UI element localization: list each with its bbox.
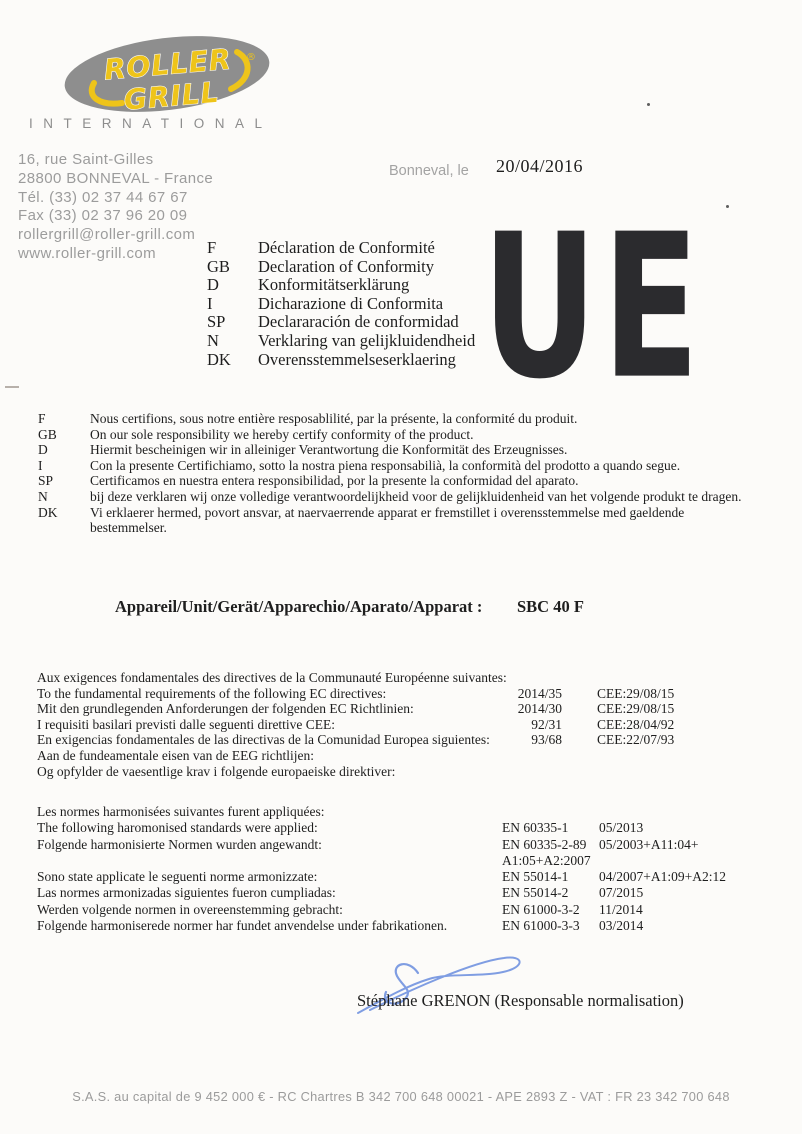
registered-mark-icon: ® — [246, 52, 256, 63]
product-line — [115, 597, 584, 617]
language-code: D — [38, 442, 48, 458]
directive-number: 93/68 — [531, 732, 562, 748]
standard-code: EN 60335-2-89 — [502, 836, 587, 852]
statement-text: Hiermit bescheinigen wir in alleiniger Verantwortung die Konformität des Erzeugnisses. — [90, 442, 568, 458]
standard-version: 07/2015 — [599, 885, 644, 901]
declaration-title: Declaration of Conformity — [258, 256, 434, 276]
standard-row — [37, 820, 726, 836]
standard-row — [37, 804, 726, 820]
standard-row — [37, 918, 726, 934]
declaration-title-row — [207, 295, 475, 314]
standard-row — [37, 869, 726, 885]
standard-row — [37, 837, 726, 853]
directive-number: 2014/30 — [517, 701, 562, 717]
statement-row — [38, 458, 750, 474]
language-code: SP — [38, 473, 54, 489]
logo-text-roller: ROLLER — [102, 42, 233, 87]
logo-ellipse-graphic — [58, 33, 278, 123]
declaration-title: Déclaration de Conformité — [258, 238, 435, 257]
scan-speck — [647, 103, 650, 106]
directive-text: To the fundamental requirements of the following EC directives: — [37, 685, 387, 701]
language-code: GB — [38, 426, 57, 442]
declaration-title: Konformitätserklärung — [258, 275, 410, 295]
statement-row — [38, 442, 750, 458]
statement-row — [38, 489, 750, 505]
statement-row — [38, 505, 750, 536]
directive-number — [502, 764, 562, 780]
roller-grill-logo — [58, 33, 278, 123]
language-code: F — [38, 411, 46, 426]
declaration-title: Declararación de conformidad — [258, 312, 459, 332]
statement-text: On our sole responsibility we hereby certify conformity of the product. — [90, 426, 474, 442]
directive-text: Aux exigences fondamentales des directives de la Communauté Européenne suivantes: — [37, 670, 507, 685]
directive-row — [37, 717, 674, 733]
standard-row — [37, 885, 726, 901]
declaration-title: Dicharazione di Conformita — [258, 293, 444, 313]
standards-section — [37, 804, 726, 934]
directive-cee-date: CEE:28/04/92 — [597, 716, 675, 732]
declaration-title-row — [207, 313, 475, 332]
standard-version: 03/2014 — [599, 918, 644, 934]
directive-row — [37, 701, 674, 717]
language-code: DK — [38, 504, 58, 520]
document-date: 20/04/2016 — [496, 156, 584, 176]
address-line-website: www.roller-grill.com — [18, 244, 157, 262]
standard-version: 04/2007+A1:09+A2:12 — [599, 869, 726, 885]
standard-code: EN 61000-3-3 — [502, 918, 580, 934]
standard-text: Folgende harmonisierte Normen wurden angewandt: — [37, 836, 322, 852]
product-label: Appareil/Unit/Gerät/Apparechio/Aparato/Apparat : — [115, 597, 483, 616]
address-line: 28800 BONNEVAL - France — [18, 169, 214, 187]
standard-row-continuation — [37, 853, 726, 869]
declaration-title: Verklaring van gelijkluidendheid — [258, 330, 476, 350]
statement-row — [38, 427, 750, 443]
directive-cee-date: CEE:29/08/15 — [597, 685, 675, 701]
language-code: D — [207, 275, 219, 295]
directive-cee-date: CEE:22/07/93 — [597, 732, 675, 748]
directives-section — [37, 670, 674, 779]
declaration-title-row — [207, 239, 475, 258]
standard-code: EN 55014-1 — [502, 869, 569, 885]
standard-text: The following haromonised standards were applied: — [37, 820, 318, 836]
standard-text — [37, 853, 502, 869]
statement-text: Con la presente Certifichiamo, sotto la nostra piena responsabilià, la conformità del prodotto a quando segue. — [90, 457, 681, 473]
statement-text: Vi erklaerer hermed, povort ansvar, at naervaerrende apparat er fremstillet i overensstemmelse med gaeldende bestemmelser. — [90, 504, 685, 536]
standard-version: 05/2013 — [599, 820, 644, 836]
directive-text: Og opfylder de vaesentlige krav i folgende europaeiske direktiver: — [37, 763, 396, 779]
standard-text: Werden volgende normen in overeenstemming gebracht: — [37, 901, 343, 917]
directive-number: 2014/35 — [517, 685, 562, 701]
declaration-title-row — [207, 332, 475, 351]
directive-number — [502, 748, 562, 764]
standard-version: 11/2014 — [599, 901, 643, 917]
directive-text: I requisiti basilari previsti dalle seguenti direttive CEE: — [37, 716, 336, 732]
declaration-title-row — [207, 276, 475, 295]
standard-text: Les normes harmonisées suivantes furent appliquées: — [37, 804, 325, 819]
legal-footer: S.A.S. au capital de 9 452 000 € - RC Chartres B 342 700 648 00021 - APE 2893 Z - VAT : FR 23 342 700 648 — [72, 1089, 730, 1104]
scan-speck — [726, 205, 729, 208]
standard-text: Sono state applicate le seguenti norme armonizzate: — [37, 869, 318, 885]
standard-code: EN 61000-3-2 — [502, 901, 580, 917]
directive-text: Aan de fundeamentale eisen van de EEG richtlijen: — [37, 747, 315, 763]
logo-subtitle: INTERNATIONAL — [29, 116, 273, 131]
language-code: SP — [207, 312, 226, 332]
declaration-title-row — [207, 351, 475, 370]
standard-code — [502, 804, 599, 820]
statement-text: bij deze verklaren wij onze volledige verantwoordelijkheid voor de gelijkluidenheid van het volgende produkt te dragen. — [90, 488, 742, 504]
directive-row — [37, 670, 674, 686]
statement-row — [38, 411, 750, 427]
language-code: N — [38, 488, 48, 504]
statement-text: Nous certifions, sous notre entière resposablilité, par la présente, la conformité du produit. — [90, 411, 578, 426]
eu-mark: UE — [482, 192, 705, 424]
directive-cee-date: CEE:29/08/15 — [597, 701, 675, 717]
declaration-titles-list — [207, 239, 475, 369]
standard-code: A1:05+A2:2007 — [502, 852, 591, 868]
statement-row — [38, 473, 750, 489]
certification-statements — [38, 411, 750, 536]
place-and-date-label: Bonneval, le — [389, 163, 469, 179]
directive-text: Mit den grundlegenden Anforderungen der folgenden EC Richtlinien: — [37, 701, 414, 717]
standard-row — [37, 902, 726, 918]
directive-text: En exigencias fondamentales de las directivas de la Comunidad Europea siguientes: — [37, 732, 490, 748]
language-code: I — [207, 293, 213, 313]
directive-row — [37, 764, 674, 780]
signatory-name: Stéphane GRENON (Responsable normalisation) — [357, 991, 684, 1010]
directive-row — [37, 732, 674, 748]
language-code: F — [207, 238, 217, 257]
address-line-phone: Tél. (33) 02 37 44 67 67 — [18, 188, 188, 206]
declaration-title-row — [207, 258, 475, 277]
directive-row — [37, 748, 674, 764]
company-address — [18, 151, 213, 264]
directive-number — [502, 670, 562, 686]
directive-number: 92/31 — [531, 716, 562, 732]
standard-code: EN 55014-2 — [502, 885, 569, 901]
address-line: 16, rue Saint-Gilles — [18, 151, 154, 168]
scan-dash — [5, 386, 19, 388]
declaration-title: Overensstemmelseserklaering — [258, 349, 456, 369]
standard-text: Folgende harmoniserede normer har fundet anvendelse under fabrikationen. — [37, 918, 448, 934]
language-code: N — [207, 330, 219, 350]
standard-code: EN 60335-1 — [502, 820, 569, 836]
logo-text-grill: GRILL — [122, 75, 221, 117]
language-code: DK — [207, 349, 231, 369]
directive-row — [37, 686, 674, 702]
product-model: SBC 40 F — [517, 597, 584, 616]
standard-text: Las normes armonizadas siguientes fueron cumpliadas: — [37, 885, 336, 901]
address-line-email: rollergrill@roller-grill.com — [18, 226, 196, 244]
address-line-fax: Fax (33) 02 37 96 20 09 — [18, 207, 188, 225]
language-code: GB — [207, 256, 230, 276]
statement-text: Certificamos en nuestra entera responsibilidad, por la presente la conformidad del aparato. — [90, 473, 579, 489]
standard-version: 05/2003+A11:04+ — [599, 836, 699, 852]
language-code: I — [38, 457, 43, 473]
